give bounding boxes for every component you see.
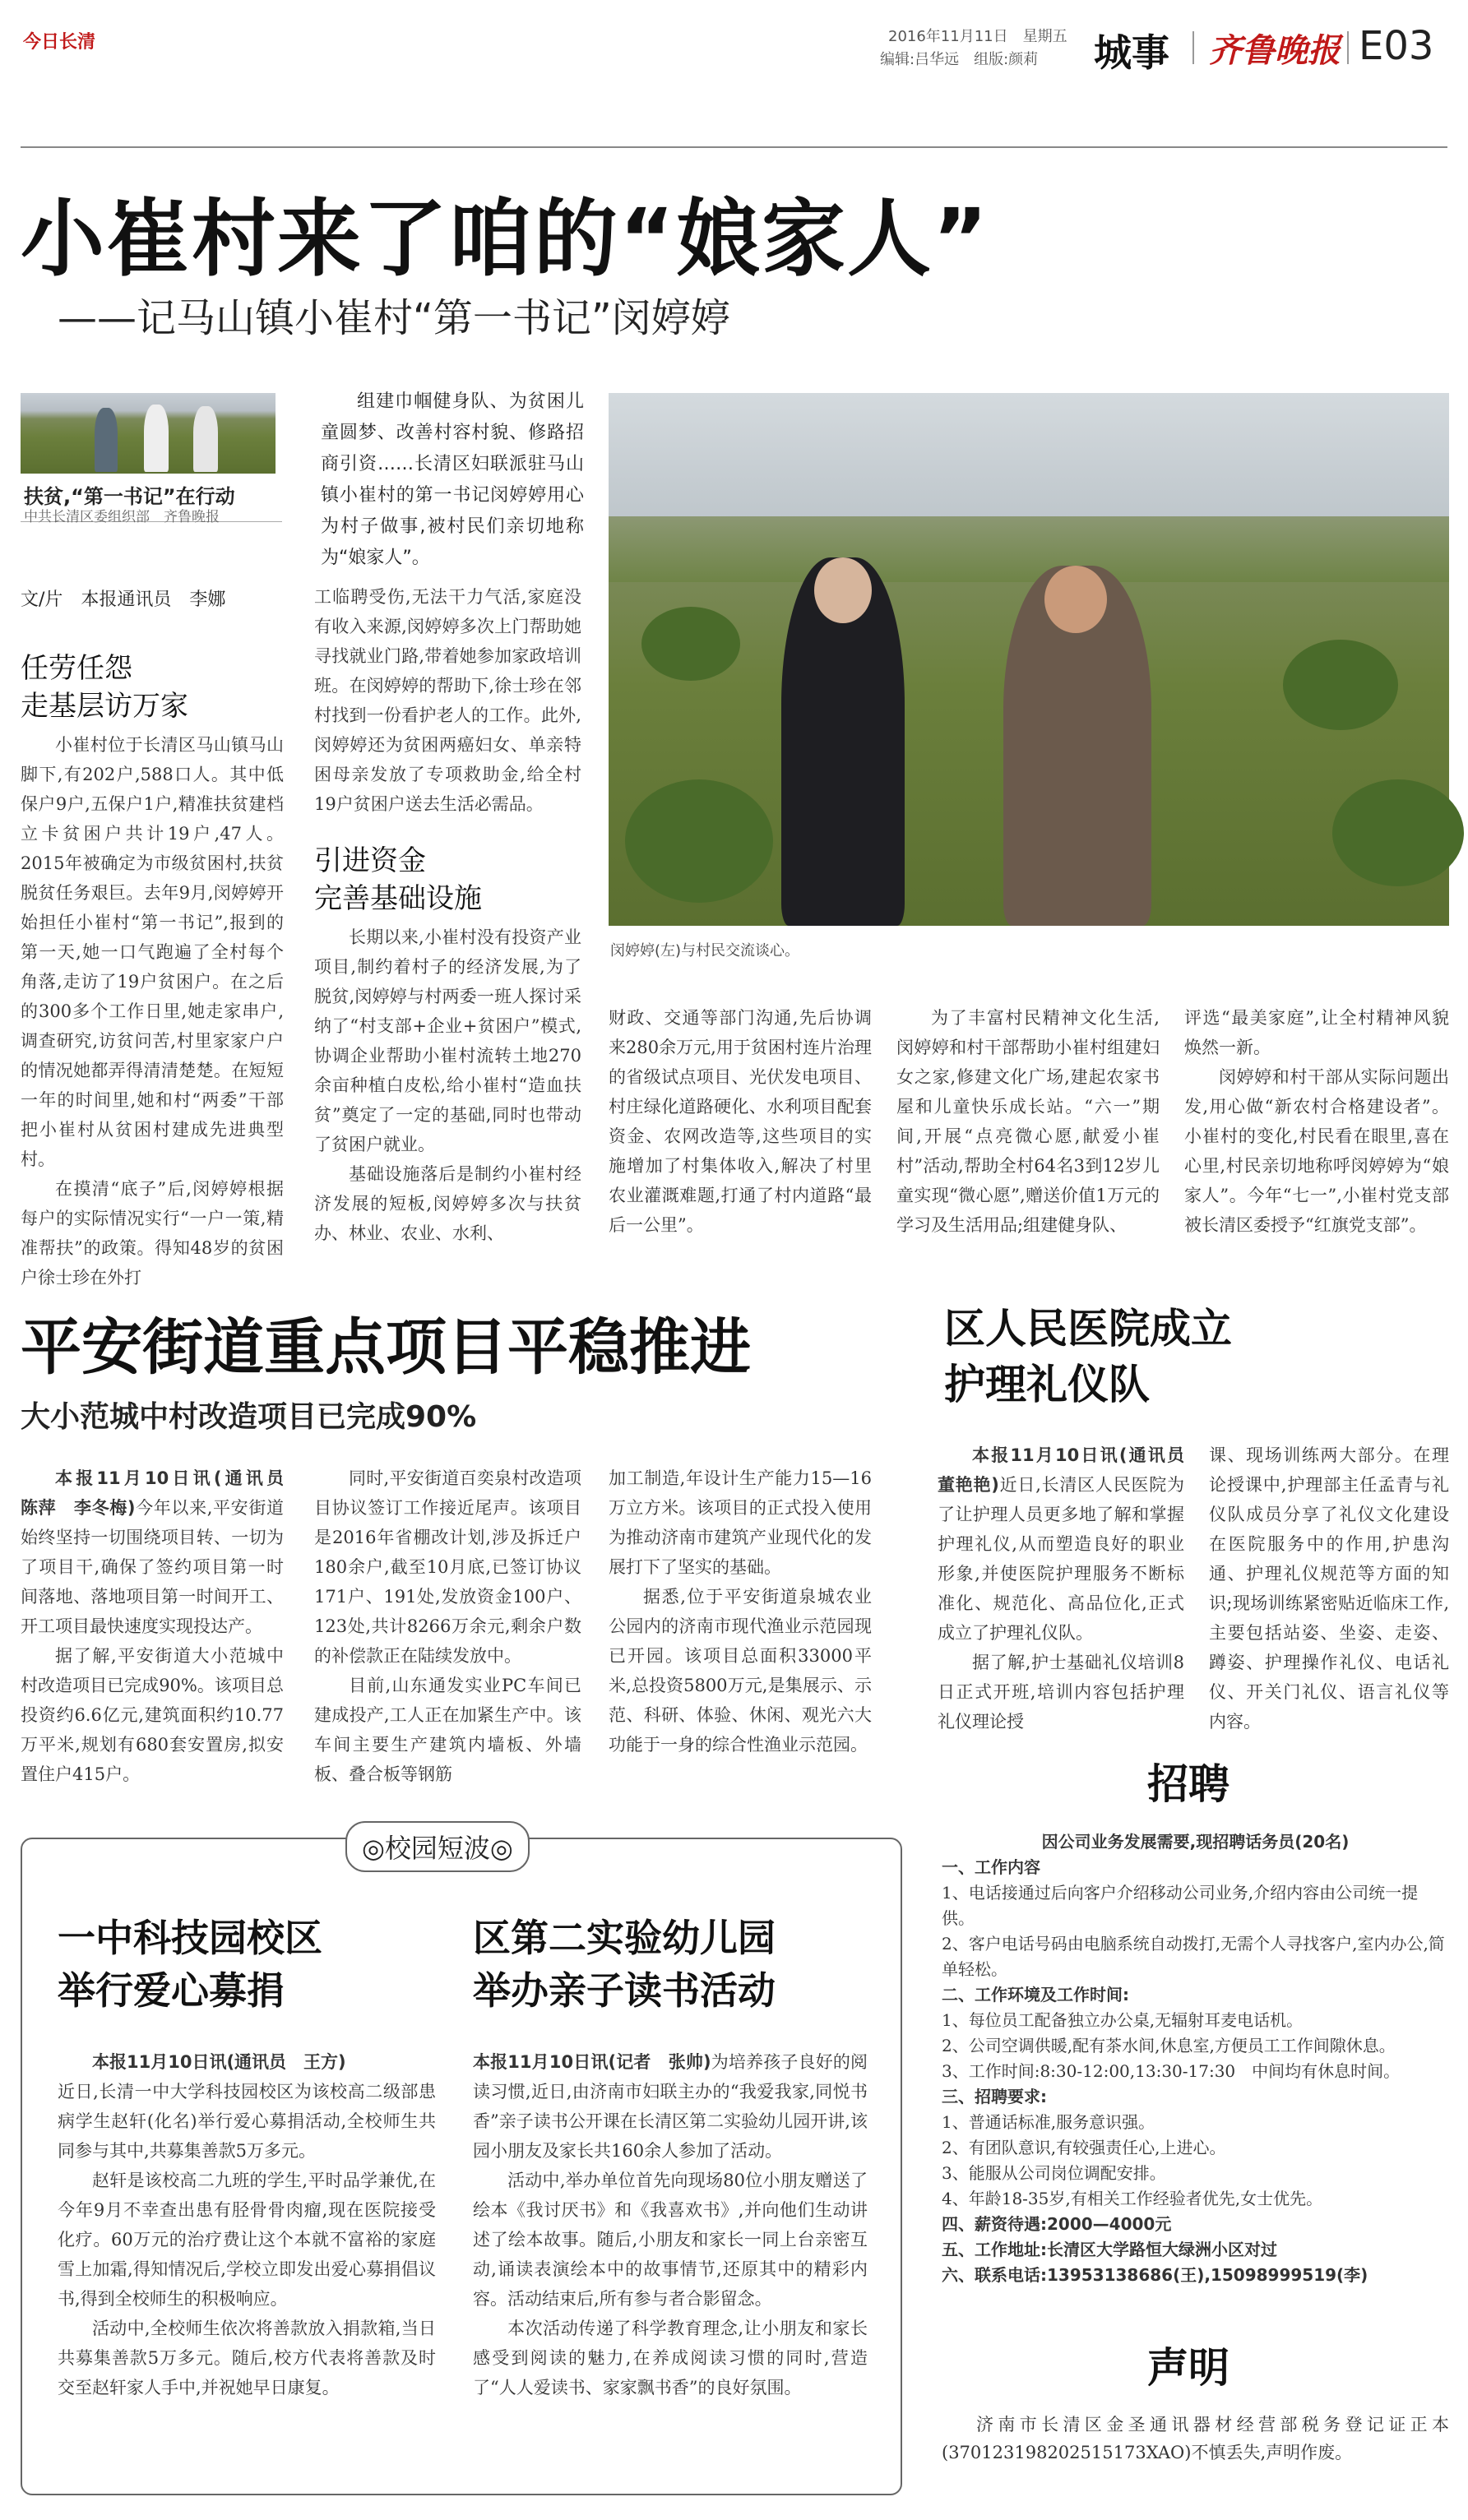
lead-headline: 小崔村来了咱的“娘家人” bbox=[21, 191, 990, 289]
header-divider-1 bbox=[1192, 31, 1194, 64]
paragraph: 闵婷婷和村干部从实际问题出发,用心做“新农村合格建设者”。小崔村的变化,村民看在眼里,喜在心里,村民亲切地称呼闵婷婷为“娘家人”。今年“七一”,小崔村党支部被长清区委授予“红旗党支部”。 bbox=[1184, 1067, 1449, 1235]
paragraph: 赵轩是该校高二九班的学生,平时品学兼优,在今年9月不幸查出患有胫骨骨肉瘤,现在医院接受化疗。60万元的治疗费让这个本就不富裕的家庭雪上加霜,得知情况后,学校立即发出爱心募捐倡议书,得到全校师生的积极响应。 bbox=[58, 2171, 436, 2309]
notice-text: 济南市长清区金圣通讯器材经营部税务登记证正本(370123198202515173XAO)不慎丢失,声明作废。 bbox=[942, 2415, 1449, 2462]
paragraph bbox=[58, 2047, 436, 2077]
recruit-intro: 因公司业务发展需要,现招聘话务员(20名) bbox=[1041, 1832, 1350, 1852]
dateline: 本报11月10日讯(通讯员 王方) bbox=[92, 2052, 346, 2072]
headline-line: 举行爱心募捐 bbox=[58, 1968, 285, 2013]
safety-column-2 bbox=[314, 1463, 581, 1789]
paragraph: 工临聘受伤,无法干力气活,家庭没有收入来源,闵婷婷多次上门帮助她寻找就业门路,带着她参加家政培训班。在闵婷婷的帮助下,徐士珍在邻村找到一份看护老人的工作。此外,闵婷婷还为贫困两癌妇女、单亲特困母亲发放了专项救助金,给全村19户贫困户送去生活必需品。 bbox=[314, 587, 581, 814]
campus-b-headline bbox=[473, 1912, 776, 2017]
headline-line: 举办亲子读书活动 bbox=[473, 1968, 776, 2013]
recruit-line: 1、普通话标准,服务意识强。 bbox=[942, 2112, 1155, 2132]
paragraph: 评选“最美家庭”,让全村精神风貌焕然一新。 bbox=[1184, 1008, 1449, 1057]
dateline: 本报11月10日讯(通讯员 董艳艳) bbox=[938, 1445, 1202, 1495]
subhead-line: 任劳任怨 bbox=[21, 652, 132, 685]
paragraph: 本次活动传递了科学教育理念,让小朋友和家长感受到阅读的魅力,在养成阅读习惯的同时,营造了“人人爱读书、家家飘书香”的良好氛围。 bbox=[473, 2319, 868, 2397]
paragraph-text: 近日,长清区人民医院为了让护理人员更多地了解和掌握护理礼仪,从而塑造良好的职业形象,并使医院护理服务不断标准化、规范化、高品位化,正式成立了护理礼仪队。 bbox=[938, 1475, 1184, 1643]
header-divider-2 bbox=[1347, 31, 1349, 64]
recruit-line: 2、有团队意识,有较强责任心,上进心。 bbox=[942, 2138, 1226, 2157]
recruit-salary: 四、薪资待遇:2000—4000元 bbox=[942, 2214, 1172, 2234]
paragraph bbox=[21, 1463, 301, 1641]
campus-a-headline bbox=[58, 1912, 322, 2017]
paragraph bbox=[473, 2047, 868, 2166]
lead-column-2a bbox=[314, 582, 581, 819]
safety-subheadline: 大小范城中村改造项目已完成90% bbox=[21, 1400, 477, 1434]
safety-headline: 平安街道重点项目平稳推进 bbox=[21, 1312, 751, 1383]
paragraph: 课、现场训练两大部分。在理论授课中,护理部主任孟青与礼仪队成员分享了礼仪文化建设在医院服务中的作用,护患沟通、护理礼仪规范等方面的知识;现场训练紧密贴近临床工作,主要包括站姿、坐姿、走姿、蹲姿、护理操作礼仪、电话礼仪、开关门礼仪、语言礼仪等内容。 bbox=[1209, 1445, 1449, 1732]
paper-logo: 齐鲁晚报 bbox=[1209, 31, 1341, 70]
date-text: 2016年11月11日 bbox=[888, 28, 1008, 45]
dateline: 本报11月10日讯(通讯员 陈萍 李冬梅) bbox=[21, 1468, 301, 1518]
lead-subhead-1 bbox=[21, 650, 188, 725]
promo-thumbnail bbox=[21, 393, 276, 474]
weekday-text: 星期五 bbox=[1022, 28, 1067, 45]
lead-column-2b bbox=[314, 922, 581, 1248]
paragraph: 加工制造,年设计生产能力15—16万立方米。该项目的正式投入使用为推动济南市建筑产业现代化的发展打下了坚实的基础。 bbox=[609, 1468, 872, 1577]
recruit-line: 3、工作时间:8:30-12:00,13:30-17:30 中间均有休息时间。 bbox=[942, 2061, 1401, 2081]
recruit-line: 4、年龄18-35岁,有相关工作经验者优先,女士优先。 bbox=[942, 2189, 1323, 2208]
paragraph: 财政、交通等部门沟通,先后协调来280余万元,用于贫困村连片治理的省级试点项目、光伏发电项目、村庄绿化道路硬化、水利项目配套资金、农网改造等,这些项目的实施增加了村集体收入,解决了村里农业灌溉难题,打通了村内道路“最后一公里”。 bbox=[609, 1008, 872, 1235]
safety-column-1 bbox=[21, 1463, 301, 1789]
lead-column-3 bbox=[609, 1003, 872, 1240]
headline-line: 区人民医院成立 bbox=[944, 1305, 1232, 1352]
paragraph: 基础设施落后是制约小崔村经济发展的短板,闵婷婷多次与扶贫办、林业、农业、水利、 bbox=[314, 1164, 581, 1243]
lead-photo-caption: 闵婷婷(左)与村民交流谈心。 bbox=[610, 942, 800, 959]
section-label-left: 今日长清 bbox=[23, 32, 96, 53]
paragraph: 为了丰富村民精神文化生活,闵婷婷和村干部帮助小崔村组建妇女之家,修建文化广场,建起农家书屋和儿童快乐成长站。“六一”期间,开展“点亮微心愿,献爱小崔村”活动,帮助全村64名3到12岁儿童实现“微心愿”,赠送价值1万元的学习及生活用品;组建健身队、 bbox=[896, 1008, 1160, 1235]
recruit-line: 2、公司空调供暖,配有茶水间,休息室,方便员工工作间隙休息。 bbox=[942, 2036, 1396, 2055]
promo-box bbox=[21, 386, 282, 525]
campus-b-body bbox=[473, 2047, 868, 2402]
recruit-line: 3、能服从公司岗位调配安排。 bbox=[942, 2163, 1166, 2183]
lead-photo bbox=[609, 393, 1449, 926]
recruit-address: 五、工作地址:长清区大学路恒大绿洲小区对过 bbox=[942, 2240, 1277, 2259]
page-number: E03 bbox=[1359, 23, 1434, 69]
paragraph-text: 为培养孩子良好的阅读习惯,近日,由济南市妇联主办的“我爱我家,同悦书香”亲子读书公开课在长清区第二实验幼儿园开讲,该园小朋友及家长共160余人参加了活动。 bbox=[473, 2052, 868, 2161]
paragraph: 据了解,护士基础礼仪培训8日正式开班,培训内容包括护理礼仪理论授 bbox=[938, 1653, 1184, 1732]
safety-column-3 bbox=[609, 1463, 872, 1759]
recruit-ad bbox=[942, 1829, 1449, 2288]
headline-line: 护理礼仪队 bbox=[944, 1361, 1150, 1408]
hospital-column-2 bbox=[1209, 1440, 1449, 1736]
recruit-phone: 六、联系电话:13953138686(王),15098999519(李) bbox=[942, 2265, 1368, 2285]
paragraph: 活动中,举办单位首先向现场80位小朋友赠送了绘本《我讨厌书》和《我喜欢书》,并向他们生动讲述了绘本故事。随后,小朋友和家长一同上台亲密互动,诵读表演绘本中的故事情节,还原其中的精彩内容。活动结束后,所有参与者合影留念。 bbox=[473, 2171, 868, 2309]
issue-date bbox=[888, 25, 1067, 46]
lead-intro: 组建巾帼健身队、为贫困儿童圆梦、改善村容村貌、修路招商引资……长清区妇联派驻马山镇小崔村的第一书记闵婷婷用心为村子做事,被村民们亲切地称为“娘家人”。 bbox=[321, 391, 584, 568]
subhead-line: 完善基础设施 bbox=[314, 882, 482, 915]
recruit-line: 1、每位员工配备独立办公桌,无辐射耳麦电话机。 bbox=[942, 2010, 1304, 2030]
recruit-section: 三、招聘要求: bbox=[942, 2087, 1047, 2106]
paragraph: 长期以来,小崔村没有投资产业项目,制约着村子的经济发展,为了脱贫,闵婷婷与村两委一班人探讨采纳了“村支部+企业+贫困户”模式,协调企业帮助小崔村流转土地270余亩种植白皮松,给小崔村“造血扶贫”奠定了一定的基础,同时也带动了贫困户就业。 bbox=[314, 927, 581, 1154]
recruit-line: 2、客户电话号码由电脑系统自动拨打,无需个人寻找客户,室内办公,简单轻松。 bbox=[942, 1934, 1445, 1979]
section-title: 城事 bbox=[1094, 30, 1169, 75]
recruit-line: 1、电话接通过后向客户介绍移动公司业务,介绍内容由公司统一提供。 bbox=[942, 1883, 1419, 1928]
lead-byline: 文/片 本报通讯员 李娜 bbox=[21, 590, 226, 610]
paragraph: 据悉,位于平安街道泉城农业公园内的济南市现代渔业示范园现已开园。该项目总面积33000平米,总投资5800万元,是集展示、示范、科研、体验、休闲、观光六大功能于一身的综合性渔业示范园。 bbox=[609, 1587, 872, 1755]
recruit-section: 一、工作内容 bbox=[942, 1857, 1040, 1877]
recruit-section: 二、工作环境及工作时间: bbox=[942, 1985, 1129, 2004]
dateline: 本报11月10日讯(记者 张帅) bbox=[473, 2052, 711, 2072]
promo-caption: 扶贫,“第一书记”在行动 bbox=[24, 485, 235, 508]
campus-a-body bbox=[58, 2047, 436, 2402]
paragraph: 小崔村位于长清区马山镇马山脚下,有202户,588口人。其中低保户9户,五保户1户,精准扶贫建档立卡贫困户共计19户,47人。2015年被确定为市级贫困村,扶贫脱贫任务艰巨。去年9月,闵婷婷开始担任小崔村“第一书记”,报到的第一天,她一口气跑遍了全村每个角落,走访了19户贫困户。在之后的300多个工作日里,她走家串户,调查研究,访贫问苦,村里家家户户的情况她都弄得清清楚楚。在短短一年的时间里,她和村“两委”干部把小崔村从贫困村建成先进典型村。 bbox=[21, 735, 284, 1169]
paragraph: 在摸清“底子”后,闵婷婷根据每户的实际情况实行“一户一策,精准帮扶”的政策。得知48岁的贫困户徐士珍在外打 bbox=[21, 1179, 284, 1288]
editors-line: 编辑:吕华远 组版:颜莉 bbox=[880, 51, 1039, 68]
promo-source: 中共长清区委组织部 齐鲁晚报 bbox=[24, 509, 220, 525]
subhead-line: 走基层访万家 bbox=[21, 690, 188, 723]
hospital-headline bbox=[944, 1301, 1232, 1413]
headline-line: 一中科技园校区 bbox=[58, 1916, 322, 1960]
lead-column-5 bbox=[1184, 1003, 1449, 1240]
recruit-heading: 招聘 bbox=[1147, 1760, 1230, 1808]
paragraph: 据了解,平安街道大小范城中村改造项目已完成90%。该项目总投资约6.6亿元,建筑面积约10.77万平米,规划有680套安置房,拟安置住户415户。 bbox=[21, 1646, 284, 1784]
paragraph: 同时,平安街道百奕泉村改造项目协议签订工作接近尾声。该项目是2016年省棚改计划,涉及拆迁户180余户,截至10月底,已签订协议171户、191处,发放资金100户、123处,共计8266万余元,剩余户数的补偿款正在陆续发放中。 bbox=[314, 1468, 581, 1666]
headline-line: 区第二实验幼儿园 bbox=[473, 1916, 776, 1960]
header-rule bbox=[21, 146, 1447, 148]
paragraph: 目前,山东通发实业PC车间已建成投产,工人正在加紧生产中。该车间主要生产建筑内墙板、外墙板、叠合板等钢筋 bbox=[314, 1676, 581, 1784]
hospital-column-1 bbox=[938, 1440, 1202, 1736]
subhead-line: 引进资金 bbox=[314, 844, 426, 877]
lead-column-4 bbox=[896, 1003, 1160, 1240]
paragraph bbox=[938, 1440, 1202, 1648]
campus-badge: ◎校园短波◎ bbox=[345, 1821, 530, 1872]
lead-column-1 bbox=[21, 730, 284, 1292]
paragraph: 活动中,全校师生依次将善款放入捐款箱,当日共募集善款5万多元。随后,校方代表将善款及时交至赵轩家人手中,并祝她早日康复。 bbox=[58, 2319, 436, 2397]
notice-heading: 声明 bbox=[1147, 2344, 1230, 2392]
paragraph-text: 今年以来,平安街道始终坚持一切围绕项目转、一切为了项目干,确保了签约项目第一时间落地、落地项目第一时间开工、开工项目最快速度实现投达产。 bbox=[21, 1498, 284, 1636]
paragraph: 近日,长清一中大学科技园校区为该校高二级部患病学生赵轩(化名)举行爱心募捐活动,全校师生共同参与其中,共募集善款5万多元。 bbox=[58, 2082, 436, 2161]
lead-subhead-2 bbox=[314, 842, 482, 918]
lead-subheadline: ——记马山镇小崔村“第一书记”闵婷婷 bbox=[58, 295, 730, 341]
